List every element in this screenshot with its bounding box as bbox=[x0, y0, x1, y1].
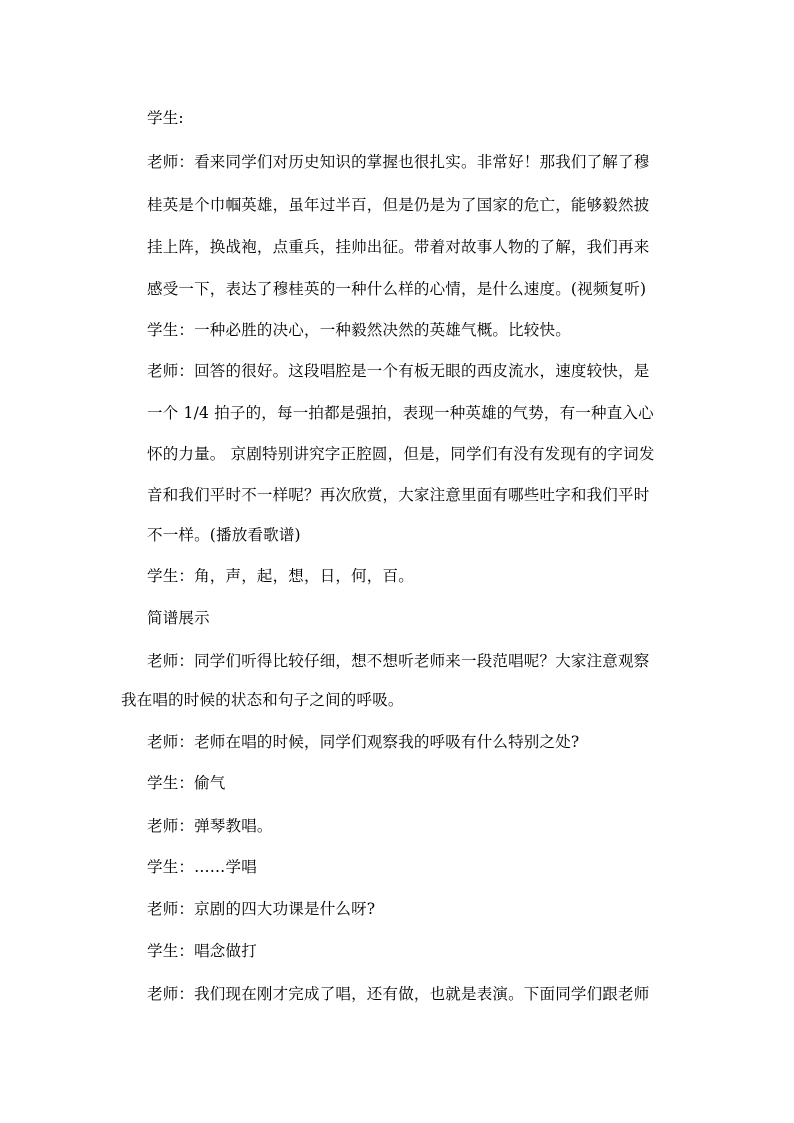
text-line: 感受一下，表达了穆桂英的一种什么样的心情，是什么速度。(视频复听) bbox=[147, 280, 647, 298]
text-line: 老师：京剧的四大功课是什么呀? bbox=[147, 900, 376, 918]
text-line: 学生：角，声，起，想，日，何，百。 bbox=[147, 567, 414, 585]
text-line: 桂英是个巾帼英雄，虽年过半百，但是仍是为了国家的危亡，能够毅然披 bbox=[147, 196, 650, 214]
text-line: 我在唱的时候的状态和句子之间的呼吸。 bbox=[121, 691, 404, 709]
text-line: 老师：老师在唱的时候，同学们观察我的呼吸有什么特别之处? bbox=[147, 733, 580, 751]
text-line: 学生：偷气 bbox=[147, 774, 226, 792]
text-line: 老师：看来同学们对历史知识的掌握也很扎实。非常好！那我们了解了穆 bbox=[147, 153, 650, 171]
text-line: 学生: bbox=[147, 109, 184, 127]
text-line: 不一样。(播放看歌谱) bbox=[147, 526, 301, 544]
text-line: 怀的力量。 京剧特别讲究字正腔圆，但是，同学们有没有发现有的字词发 bbox=[147, 445, 655, 463]
text-line: 挂上阵，换战袍，点重兵，挂帅出征。带着对故事人物的了解，我们再来 bbox=[147, 238, 650, 256]
text-line: 老师：同学们听得比较仔细，想不想听老师来一段范唱呢？大家注意观察 bbox=[147, 652, 650, 670]
text-line: 一个 1/4 拍子的，每一拍都是强拍，表现一种英雄的气势，有一种直入心 bbox=[147, 404, 654, 422]
text-line: 老师：回答的很好。这段唱腔是一个有板无眼的西皮流水，速度较快，是 bbox=[147, 362, 650, 380]
text-line: 学生：……学唱 bbox=[147, 858, 257, 876]
text-line: 老师：我们现在刚才完成了唱，还有做，也就是表演。下面同学们跟老师 bbox=[147, 985, 650, 1003]
text-line: 简谱展示 bbox=[147, 609, 210, 627]
text-line: 学生：唱念做打 bbox=[147, 942, 257, 960]
text-line: 学生：一种必胜的决心，一种毅然决然的英雄气概。比较快。 bbox=[147, 321, 571, 339]
text-line: 老师：弹琴教唱。 bbox=[147, 817, 273, 835]
text-line: 音和我们平时不一样呢？再次欣赏，大家注意里面有哪些吐字和我们平时 bbox=[147, 486, 650, 504]
